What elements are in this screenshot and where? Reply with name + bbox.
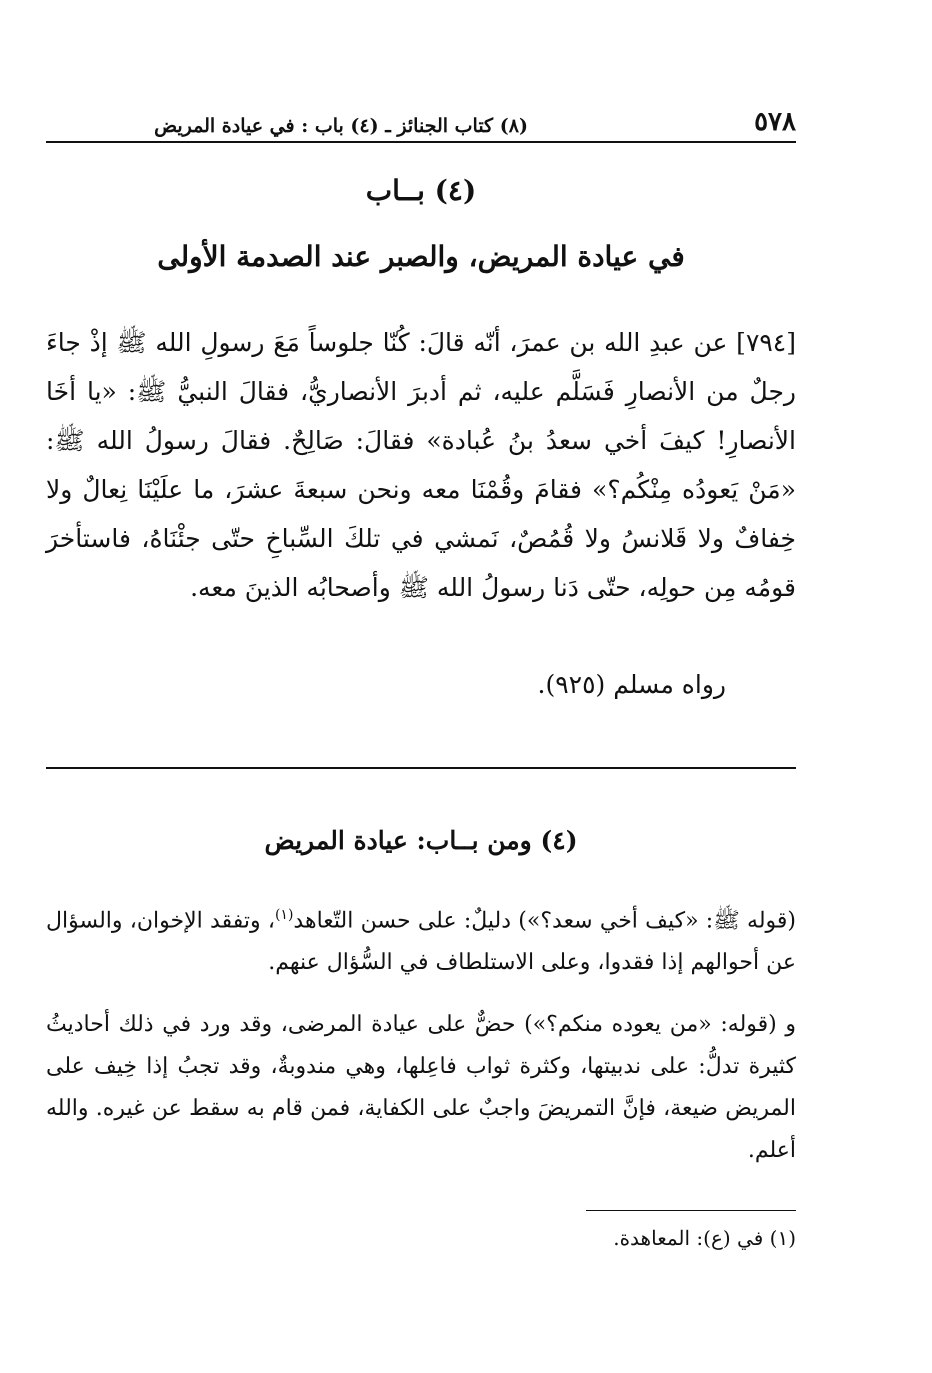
section-divider (46, 767, 796, 769)
commentary-text: (قوله ﷺ: «كيف أخي سعد؟») دليلٌ: على حسن التّعاهد (293, 908, 796, 934)
running-title: (٨) كتاب الجنائز ـ (٤) باب : في عيادة المريض (154, 115, 528, 137)
commentary-text: ، وتفقد الإخوان، والسؤال عن أحوالهم إذا فقدوا، وعلى الاستلطاف في السُّؤال عنهم. (46, 908, 796, 976)
chapter-title: في عيادة المريض، والصبر عند الصدمة الأولى (157, 240, 685, 273)
footnote: (١) في (ع): المعاهدة. (613, 1226, 796, 1250)
commentary-paragraph-1 (46, 894, 796, 984)
footnote-reference: (١) (274, 907, 294, 923)
commentary-heading: (٤) ومن بــاب: عيادة المريض (264, 826, 578, 855)
commentary-paragraph-2: و (قوله: «من يعوده منكم؟») حضٌّ على عيادة المرضى، وقد ورد في ذلك أحاديثُ كثيرة تدلُّ: على ندبيتها، وكثرة ثواب فاعِلها، وهي مندوبةٌ، وقد تجبُ إذا خِيف على المريض ضيعة، فإنَّ التمريضَ واجبٌ على الكفاية، فمن قام به سقط عن غيره. والله أعلم. (46, 1012, 796, 1163)
chapter-heading: (٤) بــاب (365, 174, 477, 207)
header-rule (46, 141, 796, 143)
hadith-text: [٧٩٤] عن عبدِ الله بن عمرَ، أنّه قالَ: كُنّا جلوساً مَعَ رسولِ الله ﷺ إذْ جاءَ رجلٌ من الأنصارِ فَسَلَّم عليه، ثم أدبرَ الأنصاريُّ، فقالَ النبيُّ ﷺ: «يا أخَا الأنصارِ! كيفَ أخي سعدُ بنُ عُبادة» فقالَ: صَالِحٌ. فقالَ رسولُ الله ﷺ: «مَنْ يَعودُه مِنْكُم؟» فقامَ وقُمْنَا معه ونحن سبعةَ عشرَ، ما علَيْنَا نِعالٌ ولا خِفافٌ ولا قَلانسُ ولا قُمُصٌ، نَمشي في تلكَ السِّباخِ حتّى جئْنَاهُ، فاستأخرَ قومُه مِن حولِه، حتّى دَنا رسولُ الله ﷺ وأصحابُه الذينَ معه. (46, 328, 796, 602)
page-header (46, 103, 796, 139)
hadith-source: رواه مسلم (٩٢٥). (537, 670, 726, 699)
page-number: ٥٧٨ (754, 107, 796, 137)
footnote-rule (586, 1210, 796, 1211)
